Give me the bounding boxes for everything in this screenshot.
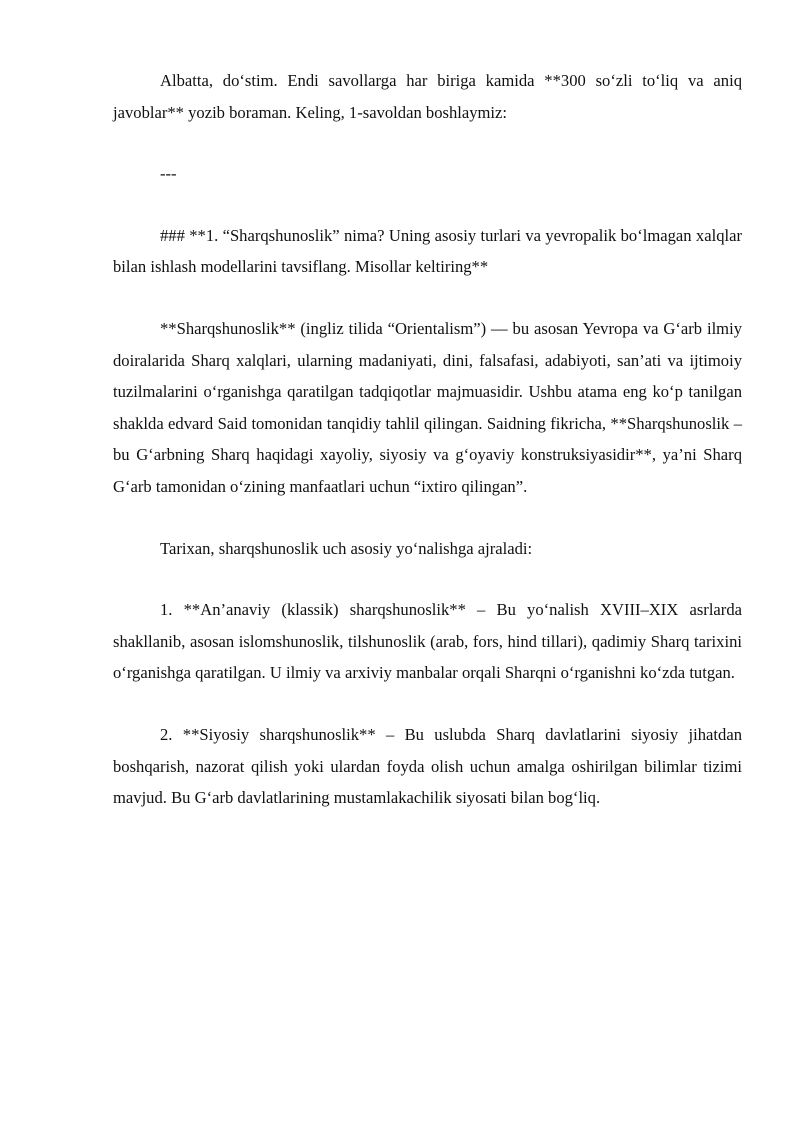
definition-paragraph: **Sharqshunoslik** (ingliz tilida “Orientalism”) — bu asosan Yevropa va G‘arb ilmiy doiralarida Sharq xalqlari, ularning madaniyati, dini, falsafasi, adabiyoti, san’ati va ijtimoiy tuzilmalarini o‘rganishga qaratilgan tadqiqotlar majmuasidir. Ushbu atama eng ko‘p tanilgan shaklda edvard Said tomonidan tanqidiy tahlil qilingan. Saidning fikricha, **Sharqshunoslik – bu G‘arbning Sharq haqidagi xayoliy, siyosiy va g‘oyaviy konstruksiyasidir**, ya’ni Sharq G‘arb tamonidan o‘zining manfaatlari uchun “ixtiro qilingan”. — [113, 318, 742, 496]
intro-paragraph: Albatta, do‘stim. Endi savollarga har biriga kamida **300 so‘zli to‘liq va aniq javoblar** yozib boraman. Keling, 1-savoldan boshlaymiz: — [113, 71, 742, 122]
list-item-political: 2. **Siyosiy sharqshunoslik** – Bu uslubda Sharq davlatlarini siyosiy jihatdan boshqarish, nazorat qilish yoki ulardan foyda olish uchun amalga oshirilgan bilimlar tizimi mavjud. Bu G‘arb davlatlarining mustamlakachilik siyosati bilan bog‘liq. — [113, 724, 742, 808]
document-body — [113, 65, 742, 814]
directions-intro-paragraph: Tarixan, sharqshunoslik uch asosiy yo‘nalishga ajraladi: — [160, 538, 533, 558]
list-item-traditional: 1. **An’anaviy (klassik) sharqshunoslik** – Bu yo‘nalish XVIII–XIX asrlarda shakllanib, asosan islomshunoslik, tilshunoslik (arab, fors, hind tillari), qadimiy Sharq tarixini o‘rganishga qaratilgan. U ilmiy va arxiviy manbalar orqali Sharqni o‘rganishni ko‘zda tutgan. — [113, 600, 742, 683]
question-heading: ### **1. “Sharqshunoslik” nima? Uning asosiy turlari va yevropalik bo‘lmagan xalqlar bilan ishlash modellarini tavsiflang. Misollar keltiring** — [113, 225, 742, 277]
separator-line: --- — [160, 164, 177, 184]
